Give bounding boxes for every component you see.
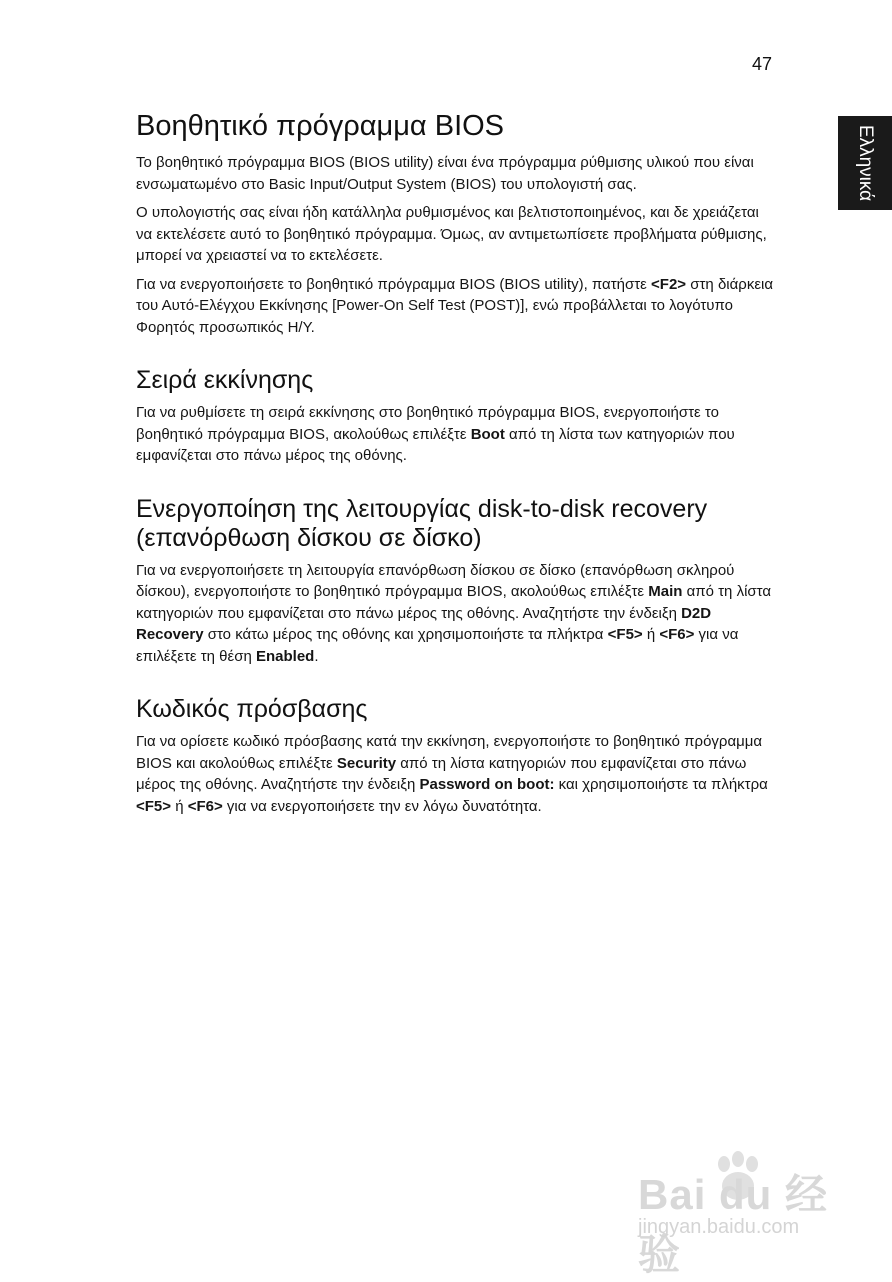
text-run: ή	[642, 626, 660, 643]
text-run: από τη λίστα των κατηγοριών που εμφανίζεται στο πάνω μέρος της οθόνης.	[136, 425, 735, 464]
d2d-paragraph	[136, 560, 776, 668]
text-run: Για να ορίσετε κωδικό πρόσβασης κατά την εκκίνηση, ενεργοποιήστε το βοηθητικό πρόγραμμα BIOS και ακολούθως επιλέξτε	[136, 733, 763, 772]
text-run: Για να ενεργοποιήσετε τη λειτουργία επανόρθωση δίσκου σε δίσκο (επανόρθωση σκληρού δίσκου), ενεργοποιήστε το βοηθητικό πρόγραμμα BIOS, ακολούθως επιλέξτε	[136, 561, 735, 600]
text-run: στη διάρκεια του Αυτό-Ελέγχου Εκκίνησης [Power-On Self Test (POST)], ενώ προβάλλεται το λογότυπο Φορητός προσωπικός Η/Υ.	[136, 275, 774, 336]
main-term: Main	[648, 583, 683, 600]
boot-order-paragraph	[136, 402, 776, 467]
boot-term: Boot	[470, 425, 505, 443]
password-heading: Κωδικός πρόσβασης	[136, 695, 368, 723]
d2d-heading: Ενεργοποίηση της λειτουργίας disk-to-disk recovery (επανόρθωση δίσκου σε δίσκο)	[136, 494, 708, 552]
page-number: 47	[752, 54, 773, 74]
bios-paragraph-1: Το βοηθητικό πρόγραμμα BIOS (BIOS utility) είναι ένα πρόγραμμα ρύθμισης υλικού που είναι ενσωματωμένο στο Basic Input/Output System (BIOS) του υπολογιστή σας.	[136, 154, 754, 193]
language-tab-label: Ελληνικά	[855, 124, 876, 202]
f2-key: <F2>	[651, 275, 687, 293]
text-run: για να ενεργοποιήσετε την εν λόγω δυνατότητα.	[222, 797, 542, 815]
bios-title: Βοηθητικό πρόγραμμα BIOS	[136, 110, 505, 142]
text-run: από τη λίστα κατηγοριών που εμφανίζεται στο πάνω μέρος της οθόνης. Αναζητήστε την ένδειξη	[136, 754, 747, 793]
f5-key: <F5>	[136, 797, 172, 815]
text-run: ή	[171, 797, 188, 815]
bios-paragraph-2: Ο υπολογιστής σας είναι ήδη κατάλληλα ρυθμισμένος και βελτιστοποιημένος, και δε χρειάζεται να εκτελέσετε αυτό το βοηθητικό πρόγραμμα. Όμως, αν αντιμετωπίσετε προβλήματα ρύθμισης, μπορεί να χρειαστεί να το εκτελέσετε.	[136, 204, 767, 264]
text-run: .	[314, 647, 319, 665]
text-run: και χρησιμοποιήστε τα πλήκτρα	[554, 776, 768, 793]
password-on-boot-term: Password on boot:	[419, 776, 555, 793]
text-run: Για να ρυθμίσετε τη σειρά εκκίνησης στο βοηθητικό πρόγραμμα BIOS, ενεργοποιήστε το βοηθητικό πρόγραμμα BIOS, ακολούθως επιλέξτε	[136, 404, 719, 443]
watermark-brand: Bai du 经验	[638, 1171, 829, 1278]
text-run: στο κάτω μέρος της οθόνης και χρησιμοποιήστε τα πλήκτρα	[203, 626, 608, 643]
text-run: από τη λίστα κατηγοριών που εμφανίζεται στο πάνω μέρος της οθόνης. Αναζητήστε την ένδειξη	[136, 583, 772, 622]
f6-key: <F6>	[659, 626, 695, 643]
text-run: Για να ενεργοποιήσετε το βοηθητικό πρόγραμμα BIOS (BIOS utility), πατήστε	[136, 275, 652, 293]
f6-key: <F6>	[187, 797, 223, 815]
enabled-term: Enabled	[255, 647, 315, 665]
watermark-url: jingyan.baidu.com	[638, 1216, 800, 1238]
d2d-recovery-term: D2D Recovery	[136, 604, 712, 643]
baidu-watermark	[632, 1148, 852, 1278]
security-term: Security	[336, 754, 397, 772]
language-tab	[838, 116, 892, 210]
page-content	[136, 108, 776, 824]
f5-key: <F5>	[607, 626, 643, 643]
bios-paragraph-3	[136, 274, 776, 339]
password-paragraph	[136, 731, 776, 817]
text-run: για να επιλέξετε τη θέση	[136, 626, 739, 665]
boot-order-heading: Σειρά εκκίνησης	[136, 366, 314, 394]
